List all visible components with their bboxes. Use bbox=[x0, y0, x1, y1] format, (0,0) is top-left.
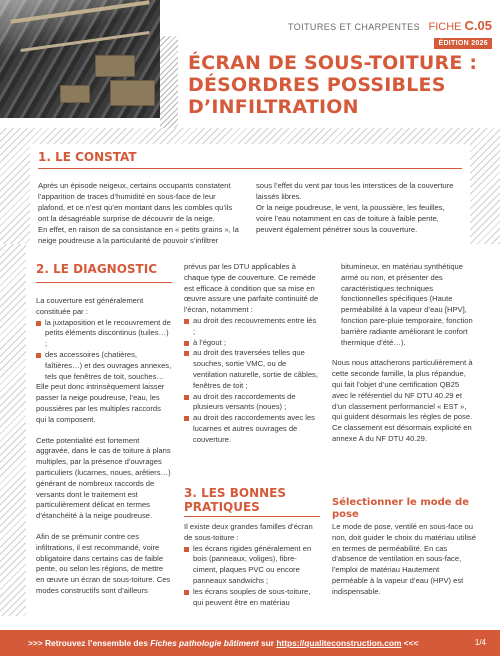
footer-bar bbox=[0, 630, 500, 656]
section-rule bbox=[38, 168, 462, 169]
edition-badge: ÉDITION 2026 bbox=[434, 38, 492, 49]
constat-left-column bbox=[38, 180, 242, 246]
rubric-label: TOITURES ET CHARPENTES bbox=[288, 22, 420, 32]
subheading-mode-de-pose: Sélectionner le mode de pose bbox=[332, 497, 469, 520]
paragraph: sous l’effet du vent par tous les interstices de la couverture laissés libres. bbox=[256, 181, 454, 201]
photo-joist bbox=[20, 31, 149, 52]
constat-card bbox=[30, 144, 470, 244]
paragraph: Or la neige poudreuse, le vent, la poussière, les feuilles, voire l’eau notamment en cas de toiture à faible pente, peuvent également pénétrer sous la couverture. bbox=[256, 203, 445, 234]
bullet-item: les écrans rigides généralement en bois (panneaux, voliges), fibre-ciment, plaques PVC ou encore panneaux sandwichs ; bbox=[184, 544, 320, 587]
photo-box bbox=[110, 80, 155, 106]
left-hatch bbox=[0, 244, 26, 616]
diagnostic-column-1 bbox=[36, 296, 172, 597]
section-heading bbox=[184, 486, 286, 514]
bullet-item: au droit des recouvrements entre lés ; bbox=[184, 316, 320, 338]
paragraph: Il existe deux grandes familles d’écran de sous-toiture : bbox=[184, 522, 313, 542]
photo-joist bbox=[10, 0, 149, 23]
section-heading: 2. LE DIAGNOSTIC bbox=[36, 262, 158, 276]
footer-link[interactable]: https://qualiteconstruction.com bbox=[276, 638, 402, 648]
footer-middle: sur bbox=[258, 638, 277, 648]
header-photo bbox=[0, 0, 160, 118]
footer-prefix: >>> Retrouvez l’ensemble des bbox=[28, 638, 151, 648]
section-heading: 1. LE CONSTAT bbox=[38, 150, 137, 164]
pratiques-column bbox=[184, 522, 320, 608]
heading-line: 3. LES BONNES bbox=[184, 486, 287, 500]
bullet-item: à l’égout ; bbox=[184, 338, 320, 349]
bullet-item: les écrans souples de sous-toiture, qui peuvent être en matériau bbox=[184, 587, 320, 609]
bullet-item: au droit des traversées telles que souches, sortie VMC, ou de ventilation naturelle, sortie de câbles, fenêtres de toit ; bbox=[184, 348, 320, 391]
photo-box bbox=[60, 85, 90, 103]
footer-suffix: <<< bbox=[401, 638, 419, 648]
paragraph: Elle peut donc intrinsèquement laisser passer la neige poudreuse, l’eau, les poussières par les multiples raccords qui la composent. bbox=[36, 382, 165, 424]
mode-de-pose-text bbox=[332, 522, 476, 598]
footer-italic: Fiches pathologie bâtiment bbox=[150, 638, 259, 648]
title-line: ÉCRAN DE SOUS-TOITURE : bbox=[188, 52, 478, 74]
fiche-code: C.05 bbox=[464, 18, 492, 33]
paragraph: La couverture est généralement constituée par : bbox=[36, 296, 144, 316]
constat-right-column bbox=[256, 180, 462, 235]
photo-box bbox=[95, 55, 135, 77]
paragraph: Le mode de pose, ventilé en sous-face ou non, doit guider le choix du matériau utilisé en termes de perméabilité. En cas d’absence de ventilation en sous-face, l’emploi de matériau Hautement perméable à la vapeur d’eau (HPV) est indispensable. bbox=[332, 522, 476, 596]
title-line: DÉSORDRES POSSIBLES bbox=[188, 74, 446, 96]
paragraph: prévus par les DTU applicables à chaque type de couverture. Ce remède est efficace à condition que sa mise en œuvre assure une parfaite continuité de l’écran, notamment : bbox=[184, 262, 319, 315]
bullet-item: au droit des raccordements avec les lucarnes et autres ouvrages de couverture. bbox=[184, 413, 320, 445]
page-number: 1/4 bbox=[474, 638, 486, 647]
fiche-prefix: FICHE bbox=[428, 21, 462, 33]
paragraph: Cette potentialité est fortement aggravée, dans le cas de toiture à plans multiples, par la présence d’ouvrages particuliers (lucarnes, noues, arêtiers…) générant de nombreux raccords de versants dont le traitement est particulièrement délicat en termes d’étanchéité à la neige poudreuse. bbox=[36, 435, 171, 521]
title-hatch bbox=[160, 36, 178, 128]
paragraph: Après un épisode neigeux, certains occupants constatent l’apparition de traces d’humidité en sous-face de leur plafond, et ce n’est qu’en montant dans les combles qu’ils ont la désagréable surprise de découvrir de la neige. bbox=[38, 181, 233, 223]
page-title bbox=[188, 52, 488, 118]
bullet-item: des accessoires (chatières, faîtières…) et des ouvrages annexes, tels que fenêtres de toit, souches… bbox=[36, 350, 172, 382]
paragraph: En effet, en raison de sa consistance en « petits grains », la neige poudreuse a la particularité de pouvoir s’infiltrer bbox=[38, 225, 239, 245]
diagnostic-column-2 bbox=[184, 262, 320, 446]
heading-line: PRATIQUES bbox=[184, 500, 260, 514]
diagnostic-column-3 bbox=[332, 262, 476, 445]
section-rule bbox=[184, 516, 320, 517]
paragraph: Afin de se prémunir contre ces infiltrations, il est recommandé, voire obligatoire dans certains cas de faible pente, ou selon les régions, de mettre en œuvre un écran de sous-toiture. Ces modes constructifs sont d’ailleurs bbox=[36, 531, 171, 595]
footer-text bbox=[28, 638, 418, 648]
title-line: D’INFILTRATION bbox=[188, 96, 359, 118]
section-constat bbox=[0, 128, 500, 244]
paragraph: bitumineux, en matériau synthétique armé ou non, et présenter des caractéristiques techniques fonctionnelles spécifiques (Haute perméabilité à la vapeur d’eau [HPV], fonction pare-pluie temporaire, fonction barrière radiante améliorant le confort thermique d’été…). bbox=[341, 262, 473, 347]
bullet-item: la juxtaposition et le recouvrement de petits éléments discontinus (tuiles…) ; bbox=[36, 318, 172, 350]
paragraph: Nous nous attacherons particulièrement à cette seconde famille, la plus répandue, qui fait l’objet d’une certification QB25 avec le référentiel du NF DTU 40.29 et d’un classement performanciel « EST », qui guident désormais les règles de pose. Ce classement est désormais explicité en annexe A du NF DTU 40.29. bbox=[332, 358, 473, 443]
fiche-label bbox=[428, 18, 492, 33]
section-rule bbox=[36, 282, 172, 283]
bullet-item: au droit des raccordements de plusieurs versants (noues) ; bbox=[184, 392, 320, 414]
